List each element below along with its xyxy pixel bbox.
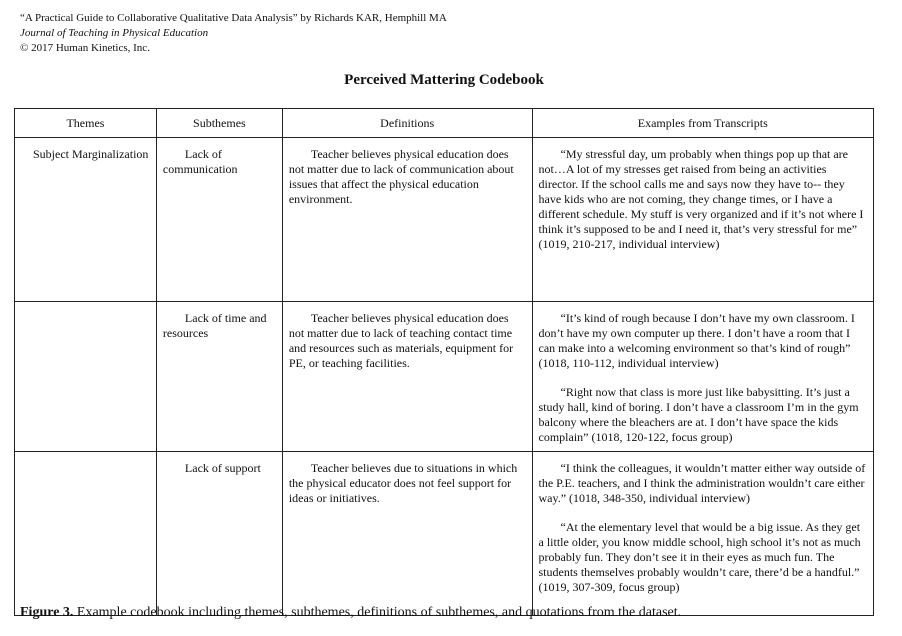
- definition-text: Teacher believes physical education does not matter due to lack of teaching contact time and resources such as materials, equipment for PE, or teaching facilities.: [288, 311, 514, 370]
- definition-text: Teacher believes physical education does not matter due to lack of communication about issues that affect the physical education environment.: [288, 147, 514, 206]
- column-header-examples: Examples from Transcripts: [532, 109, 874, 138]
- citation-line: “A Practical Guide to Collaborative Qualitative Data Analysis” by Richards KAR, Hemphill MA: [20, 12, 447, 24]
- subtheme-text: Lack of support: [184, 461, 261, 475]
- examples-cell: [532, 452, 874, 616]
- subtheme-text: Lack of communication: [162, 147, 238, 176]
- table-row: [15, 452, 874, 616]
- theme-cell: [15, 302, 157, 452]
- column-header-subthemes: Subthemes: [156, 109, 282, 138]
- subtheme-text: Lack of time and resources: [162, 311, 267, 340]
- theme-text: Subject Marginalization: [33, 147, 149, 161]
- figure-label: Figure 3.: [20, 605, 74, 620]
- definition-text: Teacher believes due to situations in which the physical educator does not feel support for ideas or initiatives.: [288, 461, 518, 505]
- example-quote: “My stressful day, um probably when things pop up that are not…A lot of my stresses get raised from being an activities director. If the school calls me and says now they have to-- they have kids who are not coming, they change times, or I have a different schedule. My stuff is very organized and if it’s not where I think it’s supposed to be and I need it, that’s very stressful for me” (1019, 210-217, individual interview): [538, 147, 864, 251]
- figure-caption: [20, 605, 681, 621]
- definition-cell: [282, 452, 532, 616]
- theme-cell: [15, 452, 157, 616]
- example-quote: “I think the colleagues, it wouldn’t matter either way outside of the P.E. teachers, and I think the administration wouldn’t care either way.” (1018, 348-350, individual interview): [538, 461, 866, 505]
- page-title: Perceived Mattering Codebook: [344, 72, 544, 88]
- definition-cell: [282, 138, 532, 302]
- column-header-definitions: Definitions: [282, 109, 532, 138]
- table-row: [15, 138, 874, 302]
- example-quote: “At the elementary level that would be a big issue. As they get a little older, you know middle school, high school it’s not as much probably fun. They don’t see it in their eyes as much fun. The students themselves probably wouldn’t care, there’d be a handful.” (1019, 307-309, focus group): [538, 520, 861, 594]
- definition-cell: [282, 302, 532, 452]
- copyright-line: © 2017 Human Kinetics, Inc.: [20, 42, 150, 54]
- journal-name: Journal of Teaching in Physical Education: [20, 27, 209, 39]
- subtheme-cell: [156, 138, 282, 302]
- codebook-table: [14, 108, 874, 616]
- figure-caption-text: Example codebook including themes, subthemes, definitions of subthemes, and quotations from the dataset.: [73, 605, 682, 620]
- example-quote: “Right now that class is more just like babysitting. It’s just a study hall, kind of boring. I don’t have a classroom I’m in the gym balcony where the bleachers are at. I don’t have space the kids complain” (1018, 120-122, focus group): [538, 385, 859, 444]
- examples-cell: [532, 138, 874, 302]
- subtheme-cell: [156, 452, 282, 616]
- theme-cell: [15, 138, 157, 302]
- table-row: [15, 302, 874, 452]
- subtheme-cell: [156, 302, 282, 452]
- citation-header: [20, 11, 447, 56]
- example-quote: “It’s kind of rough because I don’t have my own classroom. I don’t have my own computer up there. I don’t have a room that I can make into a welcoming environment so that’s kind of rough” (1018, 110-112, individual interview): [538, 311, 855, 370]
- table-header-row: [15, 109, 874, 138]
- column-header-themes: Themes: [15, 109, 157, 138]
- examples-cell: [532, 302, 874, 452]
